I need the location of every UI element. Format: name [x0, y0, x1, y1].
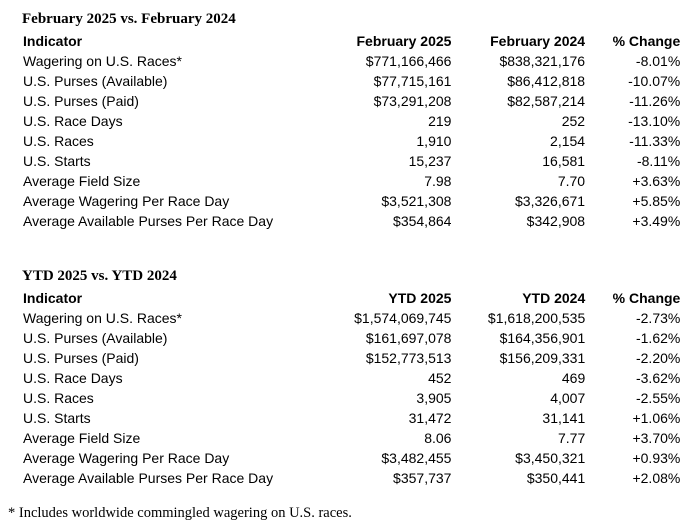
percent-change-cell: -11.33% [629, 133, 681, 149]
indicator-cell: Average Field Size [23, 430, 141, 446]
percent-change-cell: +2.08% [632, 470, 681, 486]
table-row [0, 468, 697, 488]
ytd-comparison-table [0, 288, 697, 488]
table-row [0, 348, 697, 368]
indicator-cell: U.S. Race Days [23, 370, 123, 386]
indicator-cell: U.S. Race Days [23, 113, 123, 129]
header-previous: February 2024 [490, 33, 586, 49]
previous-value-cell: $838,321,176 [499, 53, 586, 69]
current-value-cell: 15,237 [408, 153, 452, 169]
header-change: % Change [612, 33, 681, 49]
indicator-cell: Average Wagering Per Race Day [23, 450, 230, 466]
ytd-section-title: YTD 2025 vs. YTD 2024 [22, 268, 177, 284]
table-row [0, 388, 697, 408]
previous-value-cell: 2,154 [550, 133, 586, 149]
previous-value-cell: 469 [561, 370, 586, 386]
header-current: YTD 2025 [388, 290, 452, 306]
table-header-row [0, 31, 697, 51]
percent-change-cell: -2.55% [635, 390, 681, 406]
current-value-cell: $1,574,069,745 [354, 310, 452, 326]
current-value-cell: $77,715,161 [373, 73, 452, 89]
indicator-cell: U.S. Purses (Paid) [23, 350, 139, 366]
table-row [0, 211, 697, 231]
previous-value-cell: $156,209,331 [499, 350, 586, 366]
current-value-cell: 31,472 [408, 410, 452, 426]
current-value-cell: $357,737 [393, 470, 452, 486]
percent-change-cell: -8.01% [635, 53, 681, 69]
feb-section-title: February 2025 vs. February 2024 [22, 11, 236, 27]
current-value-cell: $152,773,513 [365, 350, 452, 366]
feb-comparison-table [0, 31, 697, 231]
indicator-cell: U.S. Races [23, 133, 94, 149]
current-value-cell: $354,864 [393, 213, 452, 229]
current-value-cell: 1,910 [416, 133, 452, 149]
indicator-cell: U.S. Starts [23, 410, 91, 426]
percent-change-cell: +3.49% [632, 213, 681, 229]
indicator-cell: Average Available Purses Per Race Day [23, 213, 274, 229]
table-row [0, 191, 697, 211]
current-value-cell: 7.98 [424, 173, 452, 189]
percent-change-cell: +0.93% [632, 450, 681, 466]
ytd-table-body [0, 308, 697, 488]
table-row [0, 71, 697, 91]
percent-change-cell: -2.73% [635, 310, 681, 326]
percent-change-cell: -11.26% [629, 93, 681, 109]
table-row [0, 368, 697, 388]
table-header-row [0, 288, 697, 308]
previous-value-cell: $350,441 [526, 470, 586, 486]
current-value-cell: 452 [428, 370, 452, 386]
percent-change-cell: +3.70% [632, 430, 681, 446]
previous-value-cell: $3,450,321 [515, 450, 586, 466]
feb-table-body [0, 51, 697, 231]
percent-change-cell: -3.62% [635, 370, 681, 386]
indicator-cell: U.S. Races [23, 390, 94, 406]
current-value-cell: 219 [428, 113, 452, 129]
header-indicator: Indicator [23, 33, 83, 49]
footnote: * Includes worldwide commingled wagering on U.S. races. [8, 505, 352, 521]
table-row [0, 408, 697, 428]
percent-change-cell: +5.85% [632, 193, 681, 209]
previous-value-cell: 4,007 [550, 390, 586, 406]
header-previous: YTD 2024 [522, 290, 586, 306]
previous-value-cell: $82,587,214 [507, 93, 586, 109]
current-value-cell: $771,166,466 [365, 53, 452, 69]
previous-value-cell: 31,141 [542, 410, 586, 426]
indicator-cell: Average Wagering Per Race Day [23, 193, 230, 209]
previous-value-cell: 252 [561, 113, 586, 129]
previous-value-cell: $1,618,200,535 [487, 310, 586, 326]
percent-change-cell: -1.62% [635, 330, 681, 346]
table-row [0, 51, 697, 71]
percent-change-cell: +3.63% [632, 173, 681, 189]
current-value-cell: $161,697,078 [365, 330, 452, 346]
table-row [0, 131, 697, 151]
header-current: February 2025 [356, 33, 452, 49]
header-indicator: Indicator [23, 290, 83, 306]
percent-change-cell: +1.06% [632, 410, 681, 426]
percent-change-cell: -10.07% [628, 73, 681, 89]
header-change: % Change [612, 290, 681, 306]
table-row [0, 111, 697, 131]
previous-value-cell: 16,581 [542, 153, 586, 169]
previous-value-cell: $3,326,671 [515, 193, 586, 209]
previous-value-cell: $164,356,901 [499, 330, 586, 346]
previous-value-cell: $342,908 [526, 213, 586, 229]
indicator-cell: Wagering on U.S. Races* [23, 310, 182, 326]
indicator-cell: Average Available Purses Per Race Day [23, 470, 274, 486]
table-row [0, 91, 697, 111]
indicator-cell: U.S. Starts [23, 153, 91, 169]
previous-value-cell: 7.77 [558, 430, 586, 446]
current-value-cell: $3,482,455 [381, 450, 452, 466]
table-row [0, 308, 697, 328]
percent-change-cell: -8.11% [636, 153, 681, 169]
current-value-cell: 8.06 [424, 430, 452, 446]
table-row [0, 328, 697, 348]
percent-change-cell: -2.20% [635, 350, 681, 366]
table-row [0, 428, 697, 448]
current-value-cell: 3,905 [416, 390, 452, 406]
previous-value-cell: $86,412,818 [507, 73, 586, 89]
table-row [0, 151, 697, 171]
indicator-cell: U.S. Purses (Available) [23, 330, 168, 346]
table-row [0, 448, 697, 468]
table-row [0, 171, 697, 191]
indicator-cell: Wagering on U.S. Races* [23, 53, 182, 69]
current-value-cell: $3,521,308 [381, 193, 452, 209]
indicator-cell: U.S. Purses (Available) [23, 73, 168, 89]
indicator-cell: Average Field Size [23, 173, 141, 189]
current-value-cell: $73,291,208 [373, 93, 452, 109]
indicator-cell: U.S. Purses (Paid) [23, 93, 139, 109]
percent-change-cell: -13.10% [628, 113, 681, 129]
previous-value-cell: 7.70 [557, 173, 586, 189]
